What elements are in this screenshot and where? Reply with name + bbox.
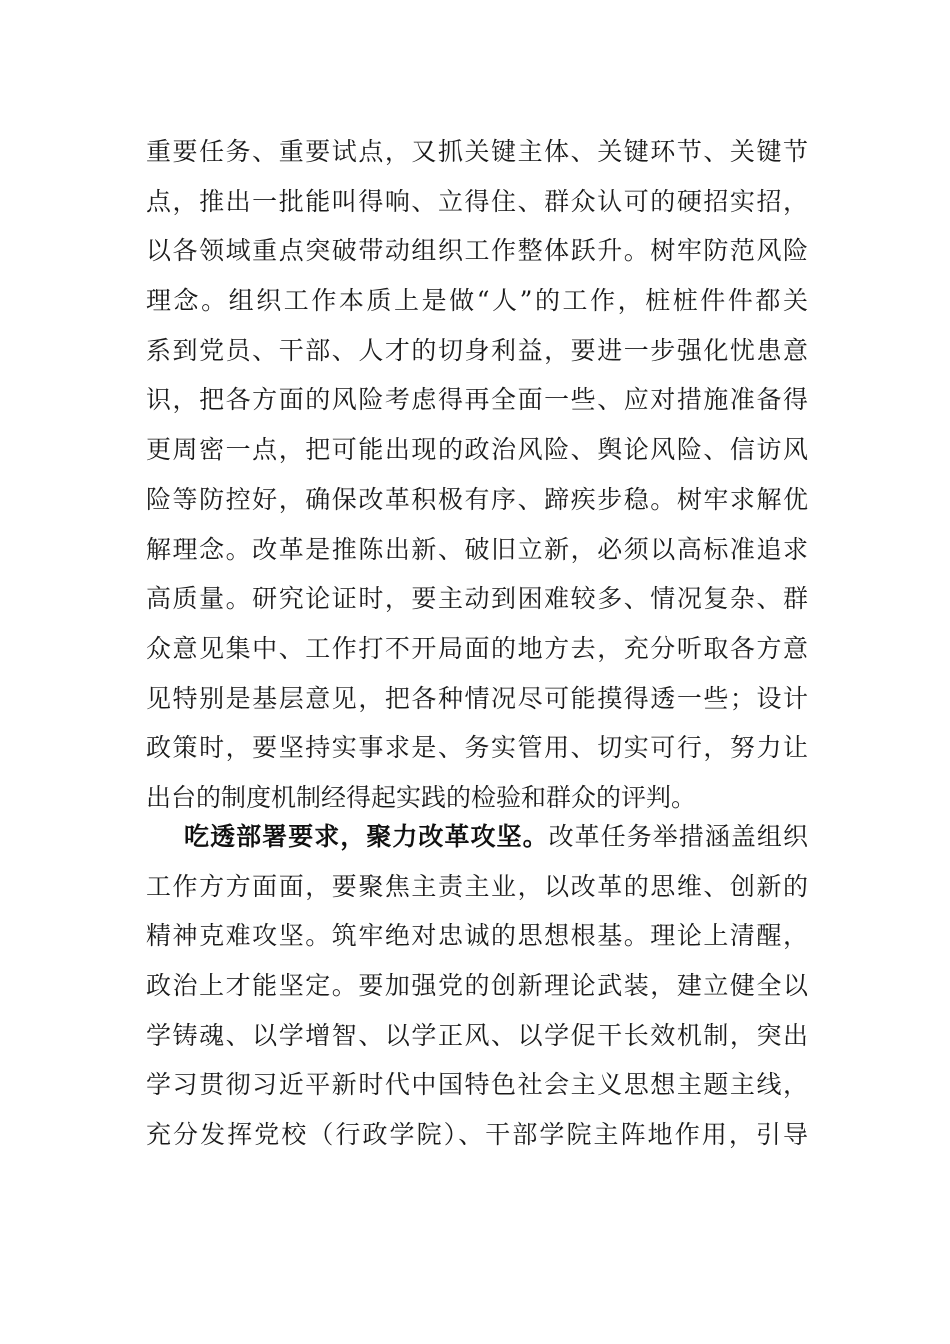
text-line: 充分发挥党校（行政学院）、干部学院主阵地作用，引导 xyxy=(146,1120,808,1150)
paragraph-2 xyxy=(146,812,808,1160)
text-line: 以各领域重点突破带动组织工作整体跃升。树牢防范风险 xyxy=(146,236,808,266)
first-line-text: 改革任务举措涵盖组织 xyxy=(548,822,808,851)
text-line: 点，推出一批能叫得响、立得住、群众认可的硬招实招， xyxy=(146,186,808,216)
text-line: 高质量。研究论证时，要主动到困难较多、情况复杂、群 xyxy=(146,584,808,614)
text-line: 精神克难攻坚。筑牢绝对忠诚的思想根基。理论上清醒， xyxy=(146,921,808,951)
section-heading: 吃透部署要求，聚力改革攻坚。 xyxy=(183,822,549,851)
text-line: 重要任务、重要试点，又抓关键主体、关键环节、关键节 xyxy=(146,137,808,166)
text-line: 政策时，要坚持实事求是、务实管用、切实可行，努力让 xyxy=(146,733,808,763)
text-line: 学习贯彻习近平新时代中国特色社会主义思想主题主线， xyxy=(146,1070,808,1100)
text-line: 识，把各方面的风险考虑得再全面一些、应对措施准备得 xyxy=(146,385,808,415)
text-line: 见特别是基层意见，把各种情况尽可能摸得透一些；设计 xyxy=(146,683,808,713)
text-line: 出台的制度机制经得起实践的检验和群众的评判。 xyxy=(146,782,697,812)
text-line: 系到党员、干部、人才的切身利益，要进一步强化忧患意 xyxy=(146,335,808,365)
first-line xyxy=(146,812,808,862)
text-line: 险等防控好，确保改革积极有序、蹄疾步稳。树牢求解优 xyxy=(146,484,808,514)
text-line: 理念。组织工作本质上是做“人”的工作，桩桩件件都关 xyxy=(146,286,808,316)
text-line: 政治上才能坚定。要加强党的创新理论武装，建立健全以 xyxy=(146,971,808,1001)
text-line: 众意见集中、工作打不开局面的地方去，充分听取各方意 xyxy=(146,633,808,663)
paragraph-1 xyxy=(146,127,808,823)
text-line: 工作方方面面，要聚焦主责主业，以改革的思维、创新的 xyxy=(146,871,808,901)
text-line: 更周密一点，把可能出现的政治风险、舆论风险、信访风 xyxy=(146,435,808,465)
text-line: 解理念。改革是推陈出新、破旧立新，必须以高标准追求 xyxy=(146,534,808,564)
text-line: 学铸魂、以学增智、以学正风、以学促干长效机制，突出 xyxy=(146,1020,808,1050)
